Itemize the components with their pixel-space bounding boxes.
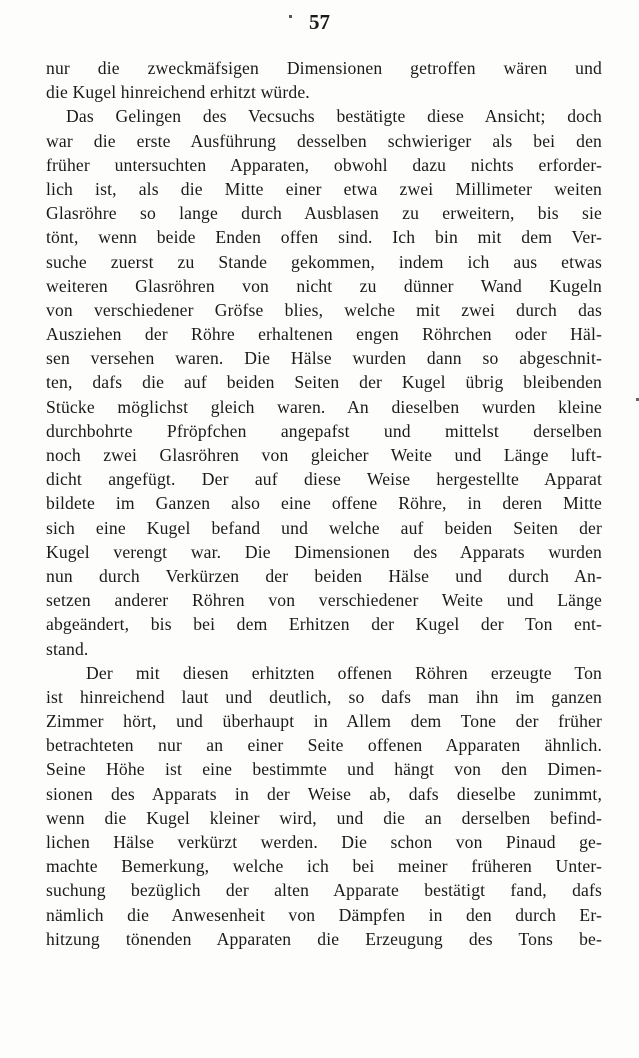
- text-line: stand.: [46, 638, 89, 659]
- text-line: Zimmer hört, und überhaupt in Allem dem Tone der früher: [46, 711, 602, 732]
- text-line: war die erste Ausführung desselben schwieriger als bei den: [46, 130, 602, 151]
- text-line: hitzung tönenden Apparaten die Erzeugung des Tons be-: [46, 928, 602, 949]
- text-line: tönt, wenn beide Enden offen sind. Ich bin mit dem Ver-: [46, 227, 602, 248]
- text-line: noch zwei Glasröhren von gleicher Weite und Länge luft-: [46, 445, 602, 465]
- text-line: lich ist, als die Mitte einer etwa zwei Millimeter weiten: [46, 178, 602, 199]
- body-text: [46, 56, 602, 951]
- text-line: machte Bemerkung, welche ich bei meiner früheren Unter-: [46, 856, 602, 877]
- paragraph: [46, 56, 602, 104]
- text-line: sich eine Kugel befand und welche auf beiden Seiten der: [46, 517, 602, 538]
- text-line: sen versehen waren. Die Hälse wurden dann so abgeschnit-: [46, 348, 602, 369]
- page-number: 57: [309, 10, 330, 34]
- text-line: Kugel verengt war. Die Dimensionen des Apparats wurden: [46, 541, 602, 562]
- text-line: abgeändert, bis bei dem Erhitzen der Kugel der Ton ent-: [46, 614, 602, 635]
- text-line: Der mit diesen erhitzten offenen Röhren erzeugte Ton: [86, 662, 602, 683]
- text-line: früher untersuchten Apparaten, obwohl dazu nichts erforder-: [46, 154, 602, 175]
- text-line: durchbohrte Pfröpfchen angepafst und mittelst derselben: [46, 420, 602, 441]
- text-line: ten, dafs die auf beiden Seiten der Kugel übrig bleibenden: [46, 372, 602, 393]
- text-line: suche zuerst zu Stande gekommen, indem ich aus etwas: [46, 251, 602, 272]
- text-line: von verschiedener Gröfse blies, welche mit zwei durch das: [46, 299, 602, 320]
- text-line: Das Gelingen des Vecsuchs bestätigte diese Ansicht; doch: [66, 106, 602, 127]
- text-line: suchung bezüglich der alten Apparate bestätigt fand, dafs: [46, 880, 602, 901]
- text-line: Ausziehen der Röhre erhaltenen engen Röhrchen oder Häl-: [46, 324, 602, 345]
- text-line: Glasröhre so lange durch Ausblasen zu erweitern, bis sie: [46, 203, 602, 224]
- text-line: nämlich die Anwesenheit von Dämpfen in den durch Er-: [46, 904, 602, 925]
- text-line: nun durch Verkürzen der beiden Hälse und durch An-: [46, 565, 602, 586]
- text-line: dicht angefügt. Der auf diese Weise hergestellte Apparat: [46, 469, 602, 490]
- paragraph: [46, 661, 602, 951]
- text-line: bildete im Ganzen also eine offene Röhre, in deren Mitte: [46, 493, 602, 514]
- text-line: Seine Höhe ist eine bestimmte und hängt von den Dimen-: [46, 759, 602, 780]
- paragraph: [46, 104, 602, 660]
- text-line: Stücke möglichst gleich waren. An dieselben wurden kleine: [46, 396, 602, 417]
- text-line: setzen anderer Röhren von verschiedener Weite und Länge: [46, 590, 602, 611]
- print-speck: [289, 15, 292, 18]
- text-line: sionen des Apparats in der Weise ab, dafs dieselbe zunimmt,: [46, 783, 602, 804]
- text-line: wenn die Kugel kleiner wird, und die an derselben befind-: [46, 807, 602, 828]
- text-line: die Kugel hinreichend erhitzt würde.: [46, 82, 310, 103]
- text-line: betrachteten nur an einer Seite offenen Apparaten ähnlich.: [46, 735, 602, 756]
- text-line: lichen Hälse verkürzt werden. Die schon von Pinaud ge-: [46, 832, 602, 852]
- text-line: weiteren Glasröhren von nicht zu dünner Wand Kugeln: [46, 275, 602, 296]
- text-line: nur die zweckmäfsigen Dimensionen getroffen wären und: [46, 58, 602, 78]
- text-line: ist hinreichend laut und deutlich, so dafs man ihn im ganzen: [46, 686, 602, 707]
